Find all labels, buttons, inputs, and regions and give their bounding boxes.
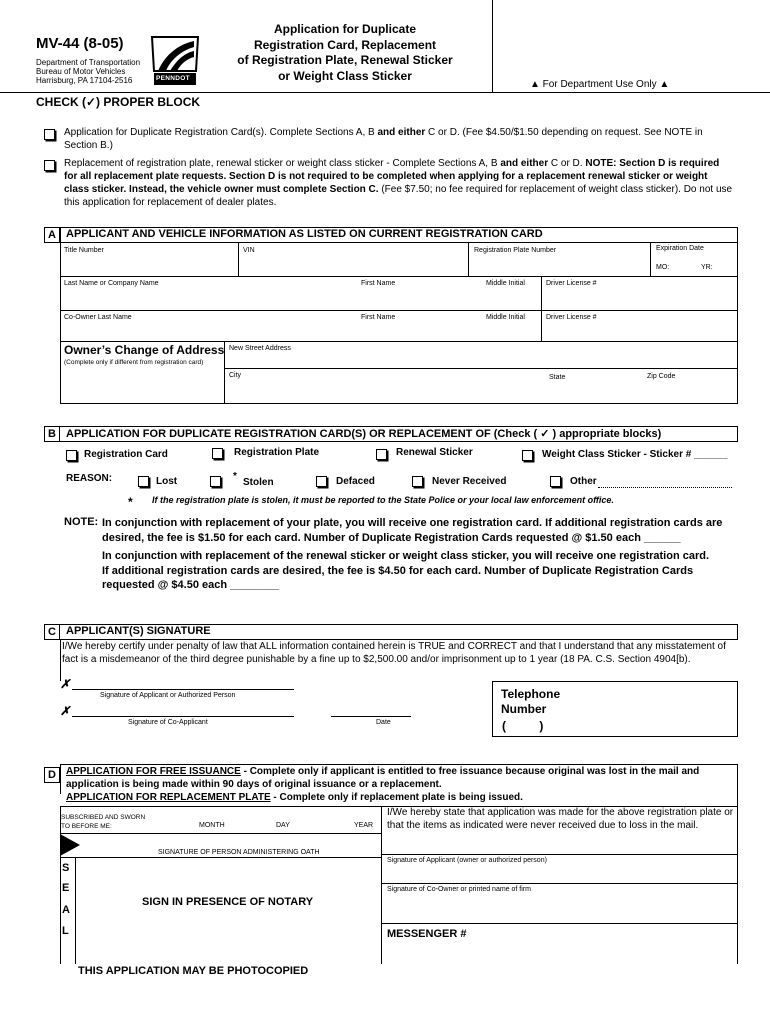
coowner-signature-input[interactable] — [387, 869, 733, 882]
co-owner-last-label: Co-Owner Last Name — [64, 314, 132, 321]
divider — [737, 806, 738, 964]
renewal-sticker-checkbox[interactable] — [376, 449, 387, 460]
option-replacement — [64, 157, 734, 209]
option-duplicate-card — [64, 126, 734, 152]
title-line-2: Registration Card, Replacement — [253, 37, 437, 52]
agency-line-1: Department of Transportation — [36, 58, 141, 67]
registration-plate-checkbox[interactable] — [212, 448, 223, 459]
section-a-letter: A — [44, 227, 60, 243]
day-label: DAY — [276, 822, 290, 829]
year-label: YEAR — [354, 822, 374, 829]
sworn-line-2: TO BEFORE ME: — [61, 823, 112, 830]
option1-text-a: Application for Duplicate Registration Card(s). Complete Sections A, B — [64, 127, 378, 138]
section-c-letter: C — [44, 624, 60, 640]
expiration-label: Expiration Date — [656, 245, 704, 252]
coapplicant-signature-line — [72, 716, 294, 717]
divider — [44, 441, 738, 442]
lost-checkbox[interactable] — [138, 476, 149, 487]
note-plate: In conjunction with replacement of your plate, you will receive one registration card. If additional registration cards are desired, the fee is $1.50 for each card. Number of Duplicate Registration Cards requested @ $1.50 each ______ — [102, 517, 723, 544]
title-line-3: of Registration Plate, Renewal Sticker — [237, 53, 453, 67]
replacement-plate-heading: APPLICATION FOR REPLACEMENT PLATE — [66, 792, 271, 803]
check-heading: CHECK (✓) PROPER BLOCK — [36, 95, 201, 109]
divider — [381, 923, 738, 924]
option2-text-e: (Fee $7.50; no fee required for replacement of weight class sticker). Do not use this application for replacement of dealer plates. — [64, 184, 733, 208]
date-label: Date — [376, 719, 391, 726]
divider — [492, 681, 738, 682]
plate-number-input[interactable] — [474, 258, 646, 274]
telephone-label: Telephone — [501, 687, 561, 701]
option1-text-b: and either — [377, 127, 426, 138]
divider — [60, 806, 61, 964]
seal-letter-s: S — [62, 862, 70, 874]
logo-text: PENNDOT — [156, 75, 190, 82]
seal-letter-e: E — [62, 882, 70, 894]
replacement-plate-text — [66, 791, 730, 804]
header-rule — [0, 92, 770, 93]
section-b-letter: B — [44, 426, 60, 442]
applicant-signature-label: Signature of Applicant or Authorized Person — [100, 692, 236, 699]
title-number-input[interactable] — [64, 258, 234, 274]
seal-letter-l: L — [62, 925, 69, 937]
stolen-note-star: * — [128, 495, 133, 509]
co-owner-name-input[interactable] — [64, 324, 534, 339]
divider — [60, 639, 61, 681]
plate-number-label: Registration Plate Number — [474, 247, 557, 254]
stolen-star: * — [233, 471, 237, 482]
section-a-title: APPLICANT AND VEHICLE INFORMATION AS LISTED ON CURRENT REGISTRATION CARD — [66, 228, 543, 240]
owner-signature-input[interactable] — [387, 840, 733, 853]
divider — [75, 857, 76, 964]
title-line-4: or Weight Class Sticker — [278, 68, 412, 83]
date-input[interactable] — [331, 701, 411, 716]
co-owner-middle-label: Middle Initial — [486, 314, 525, 321]
renewal-sticker-label: Renewal Sticker — [396, 447, 473, 458]
section-b-title: APPLICATION FOR DUPLICATE REGISTRATION CARD(S) OR REPLACEMENT OF (Check ( ✓ ) appropriate blocks) — [66, 428, 662, 440]
co-owner-first-label: First Name — [361, 314, 396, 321]
street-input[interactable] — [229, 354, 734, 366]
vin-input[interactable] — [243, 258, 465, 274]
divider — [381, 854, 738, 855]
section-a-header-top — [44, 227, 738, 228]
applicant-signature-input[interactable] — [72, 674, 294, 689]
divider — [492, 736, 738, 737]
section-a-top-rule — [44, 242, 738, 243]
lost-label: Lost — [156, 476, 178, 487]
other-checkbox[interactable] — [550, 476, 561, 487]
divider — [224, 368, 738, 369]
owner-name-input[interactable] — [64, 291, 534, 307]
never-received-label: Never Received — [432, 476, 507, 487]
reason-label: REASON: — [66, 473, 113, 484]
free-issuance-heading: APPLICATION FOR FREE ISSUANCE — [66, 766, 241, 777]
city-state-zip-input[interactable] — [229, 384, 734, 400]
messenger-input[interactable] — [476, 926, 734, 942]
divider — [224, 341, 225, 404]
agency-line-3: Harrisburg, PA 17104-2516 — [36, 76, 133, 85]
defaced-label: Defaced — [336, 476, 375, 487]
replacement-checkbox[interactable] — [44, 160, 55, 171]
divider — [381, 806, 382, 964]
title-number-label: Title Number — [64, 247, 104, 254]
seal-letter-a: A — [62, 904, 70, 916]
divider — [737, 426, 738, 442]
stolen-label: Stolen — [243, 477, 274, 488]
coowner-name-input[interactable] — [387, 899, 733, 921]
option2-text-d: NOTE: Section D is required for all replacement plate requests. Section D is not required to be completed when applying for a replacement renewal sticker or weight class sticker. Instead, the vehicle owner must complete Section C. — [64, 158, 720, 195]
option2-text-b: and either — [500, 158, 549, 169]
divider — [468, 242, 469, 276]
applicant-signature-line — [72, 689, 294, 690]
notary-instruction: SIGN IN PRESENCE OF NOTARY — [142, 896, 314, 908]
note-sticker: In conjunction with replacement of the renewal sticker or weight class sticker, you will receive one registration card. If additional registration cards are desired, the fee is $4.50 for each card. Number of Duplicate Registration Cards requested @ $4.50 each ________ — [102, 550, 710, 591]
other-reason-input[interactable] — [598, 477, 732, 488]
other-label: Other — [570, 476, 597, 487]
free-issuance-body: - Complete only if applicant is entitled to free issuance because original was lost in the mail and application is being made within 90 days of original issuance or a replacement. — [66, 766, 700, 790]
divider — [737, 624, 738, 640]
defaced-checkbox[interactable] — [316, 476, 327, 487]
coapplicant-signature-input[interactable] — [72, 701, 294, 716]
option1-text-c: C or D. (Fee $4.50/$1.50 depending on request. See NOTE in Section B.) — [64, 127, 703, 151]
divider — [238, 242, 239, 276]
messenger-label: MESSENGER # — [387, 928, 467, 940]
telephone-input[interactable]: ( ) — [502, 719, 544, 733]
section-a-right-rule — [737, 227, 738, 404]
coapplicant-x-mark: ✗ — [60, 704, 71, 718]
divider — [381, 883, 738, 884]
option2-text-c: C or D. — [548, 158, 586, 169]
statement-text: I/We hereby state that application was made for the above registration plate or that the items as indicated were never received due to loss in the mail. — [387, 807, 734, 831]
replacement-plate-body: - Complete only if replacement plate is being issued. — [270, 792, 523, 803]
divider — [60, 403, 738, 404]
duplicate-card-checkbox[interactable] — [44, 129, 55, 140]
option2-text-a: Replacement of registration plate, renewal sticker or weight class sticker - Complete Sections A, B — [64, 158, 501, 169]
section-a-left-rule — [60, 227, 61, 404]
dept-use-label: ▲ For Department Use Only ▲ — [530, 79, 670, 90]
address-change-note: (Complete only if different from registration card) — [64, 359, 204, 366]
agency-address — [36, 58, 140, 85]
driver-license-label: Driver License # — [546, 280, 597, 287]
divider — [492, 681, 493, 737]
divider — [60, 857, 382, 858]
coowner-signature-label: Signature of Co-Owner or printed name of firm — [387, 886, 531, 893]
divider — [650, 242, 651, 276]
address-change-label: Owner’s Change of Address — [64, 343, 225, 357]
never-received-checkbox[interactable] — [412, 476, 423, 487]
expiration-mo-label: MO: — [656, 264, 670, 271]
section-d-letter: D — [44, 767, 60, 783]
zip-label: Zip Code — [647, 373, 676, 380]
registration-card-label: Registration Card — [84, 449, 168, 460]
divider — [60, 833, 382, 834]
title-line-1: Application for Duplicate — [273, 22, 416, 36]
stolen-note: If the registration plate is stolen, it must be reported to the State Police or your local law enforcement office. — [152, 495, 614, 505]
co-owner-license-input[interactable] — [546, 324, 732, 339]
agency-line-2: Bureau of Motor Vehicles — [36, 67, 126, 76]
note-label: NOTE: — [64, 516, 99, 528]
expiration-yr-label: YR: — [701, 264, 713, 271]
owner-signature-label: Signature of Applicant (owner or authorized person) — [387, 857, 547, 864]
coapplicant-signature-label: Signature of Co-Applicant — [128, 719, 208, 726]
section-c-title: APPLICANT(S) SIGNATURE — [66, 625, 211, 637]
telephone-number-label: Number — [501, 702, 547, 716]
dept-use-divider — [492, 0, 493, 93]
oath-signature-label: SIGNATURE OF PERSON ADMINISTERING OATH — [158, 849, 320, 856]
first-name-label: First Name — [361, 280, 396, 287]
registration-plate-label: Registration Plate — [234, 447, 320, 458]
middle-initial-label: Middle Initial — [486, 280, 525, 287]
stolen-checkbox[interactable] — [210, 476, 221, 487]
driver-license-input[interactable] — [546, 291, 732, 307]
free-issuance-text — [66, 765, 730, 791]
form-number: MV-44 (8-05) — [36, 35, 124, 52]
divider — [60, 310, 738, 311]
state-label: State — [549, 374, 566, 381]
sworn-label — [61, 813, 145, 831]
weight-sticker-label: Weight Class Sticker - Sticker # ______ — [542, 449, 728, 460]
certification-text: I/We hereby certify under penalty of law that ALL information contained herein is TRUE and CORRECT and that I understand that any misstatement of fact is a misdemeanor of the third degree punishable by a fine up to $2,500.00 and/or imprisonment up to 1 year (18 PA. C.S. Section 4904[b). — [62, 641, 726, 665]
divider — [737, 681, 738, 737]
date-line — [331, 716, 411, 717]
penndot-logo — [150, 35, 200, 89]
sworn-line-1: SUBSCRIBED AND SWORN — [61, 814, 146, 821]
co-owner-license-label: Driver License # — [546, 314, 597, 321]
divider — [737, 764, 738, 810]
photocopy-notice: THIS APPLICATION MAY BE PHOTOCOPIED — [78, 965, 309, 977]
last-name-label: Last Name or Company Name — [64, 280, 159, 287]
divider — [60, 764, 61, 794]
divider — [541, 310, 542, 341]
divider — [60, 963, 738, 964]
arrow-right-icon — [60, 834, 82, 856]
divider — [60, 341, 738, 342]
city-label: City — [229, 372, 242, 379]
vin-label: VIN — [243, 247, 255, 254]
applicant-x-mark: ✗ — [60, 677, 71, 691]
month-label: MONTH — [199, 822, 225, 829]
registration-card-checkbox[interactable] — [66, 450, 77, 461]
street-label: New Street Address — [229, 345, 291, 352]
form-title — [225, 22, 465, 84]
divider — [60, 276, 738, 277]
divider — [541, 276, 542, 310]
weight-sticker-checkbox[interactable] — [522, 450, 533, 461]
